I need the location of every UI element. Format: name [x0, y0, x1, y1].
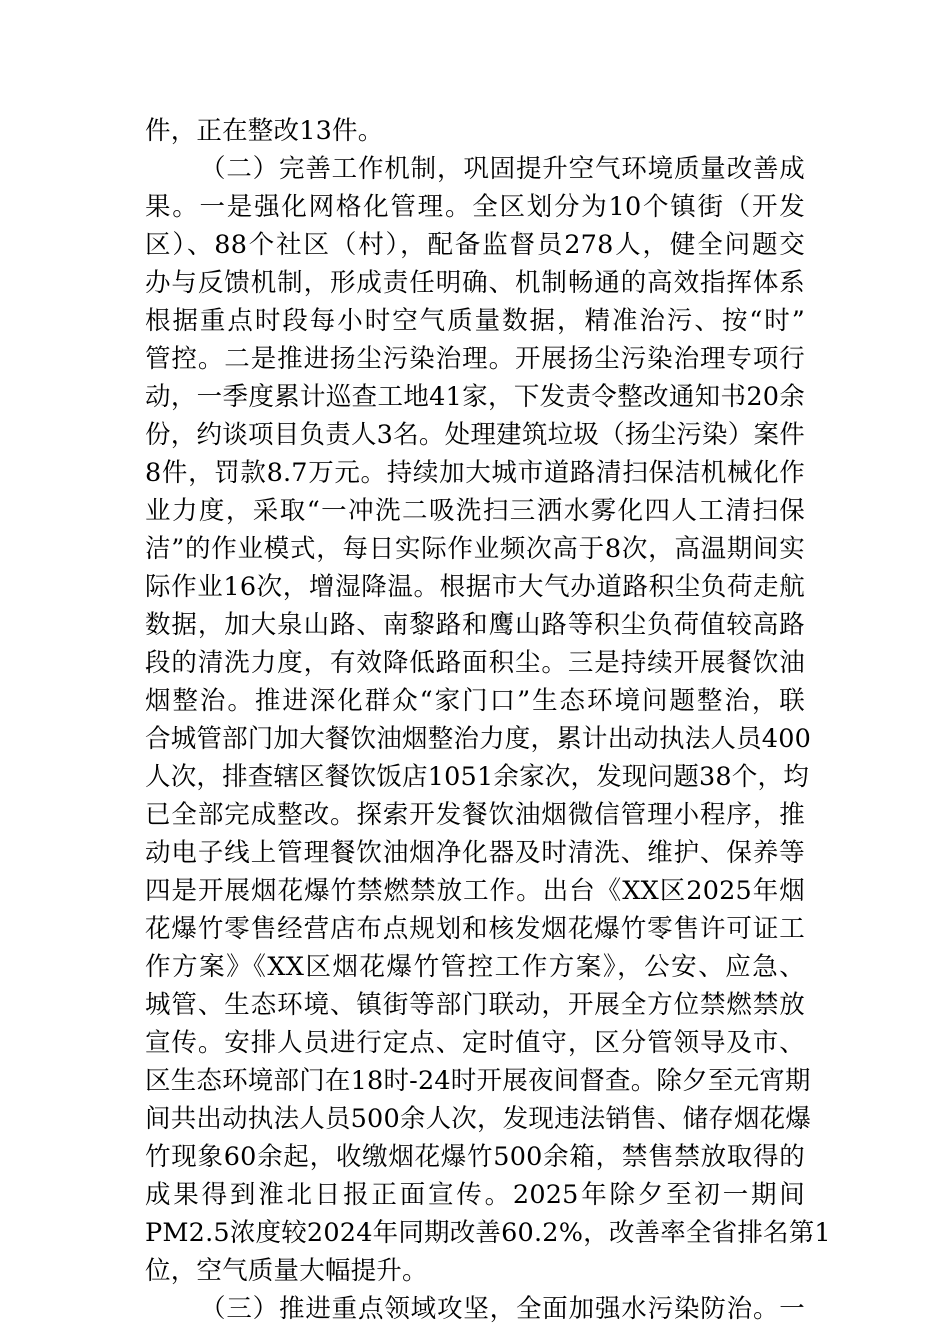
text-line: 件，正在整改13件。: [145, 116, 384, 146]
text-line: 根据重点时段每小时空气质量数据，精准治污、按“时”: [145, 306, 805, 336]
text-line: 烟整治。推进深化群众“家门口”生态环境问题整治，联: [145, 686, 805, 716]
text-line: 位，空气质量大幅提升。: [145, 1256, 428, 1286]
text-line: 竹现象60余起，收缴烟花爆竹500余箱，禁售禁放取得的: [145, 1142, 805, 1172]
text-line: 成果得到淮北日报正面宣传。2025年除夕至初一期间: [145, 1180, 805, 1210]
text-line: 数据，加大泉山路、南黎路和鹰山路等积尘负荷值较高路: [145, 610, 805, 640]
text-line: 段的清洗力度，有效降低路面积尘。三是持续开展餐饮油: [145, 648, 805, 678]
text-line: 动，一季度累计巡查工地41家，下发责令整改通知书20余: [145, 382, 805, 412]
text-line: 四是开展烟花爆竹禁燃禁放工作。出台《XX区2025年烟: [145, 876, 805, 906]
text-line: 区生态环境部门在18时-24时开展夜间督查。除夕至元宵期: [145, 1066, 811, 1096]
text-line: 宣传。安排人员进行定点、定时值守，区分管领导及市、: [145, 1028, 805, 1058]
text-line: 间共出动执法人员500余人次，发现违法销售、储存烟花爆: [145, 1104, 812, 1134]
section-heading-2: （二）完善工作机制，巩固提升空气环境质量改善成: [200, 154, 805, 184]
text-line: 作方案》《XX区烟花爆竹管控工作方案》，公安、应急、: [145, 952, 805, 982]
text-line: 合城管部门加大餐饮油烟整治力度，累计出动执法人员400: [145, 724, 812, 754]
text-line: 人次，排查辖区餐饮饭店1051余家次，发现问题38个，均: [145, 762, 809, 792]
text-line: 8件，罚款8.7万元。持续加大城市道路清扫保洁机械化作: [145, 458, 805, 488]
text-line: PM2.5浓度较2024年同期改善60.2%，改善率全省排名第1: [145, 1218, 831, 1248]
text-line: 动电子线上管理餐饮油烟净化器及时清洗、维护、保养等: [145, 838, 805, 868]
text-line: 城管、生态环境、镇街等部门联动，开展全方位禁燃禁放: [145, 990, 805, 1020]
text-line: 办与反馈机制，形成责任明确、机制畅通的高效指挥体系: [145, 268, 805, 298]
text-line: 花爆竹零售经营店布点规划和核发烟花爆竹零售许可证工: [145, 914, 805, 944]
text-line: 业力度，采取“一冲洗二吸洗扫三洒水雾化四人工清扫保: [145, 496, 805, 526]
text-line: 区）、88个社区（村），配备监督员278人，健全问题交: [145, 230, 805, 260]
section-heading-3: （三）推进重点领域攻坚，全面加强水污染防治。一: [200, 1294, 805, 1324]
text-line: 管控。二是推进扬尘污染治理。开展扬尘污染治理专项行: [145, 344, 805, 374]
text-line: 际作业16次，增湿降温。根据市大气办道路积尘负荷走航: [145, 572, 805, 602]
text-line: 洁”的作业模式，每日实际作业频次高于8次，高温期间实: [145, 534, 805, 564]
text-line: 果。一是强化网格化管理。全区划分为10个镇街（开发: [145, 192, 805, 222]
text-line: 份，约谈项目负责人3名。处理建筑垃圾（扬尘污染）案件: [145, 420, 805, 450]
text-line: 已全部完成整改。探索开发餐饮油烟微信管理小程序，推: [145, 800, 805, 830]
